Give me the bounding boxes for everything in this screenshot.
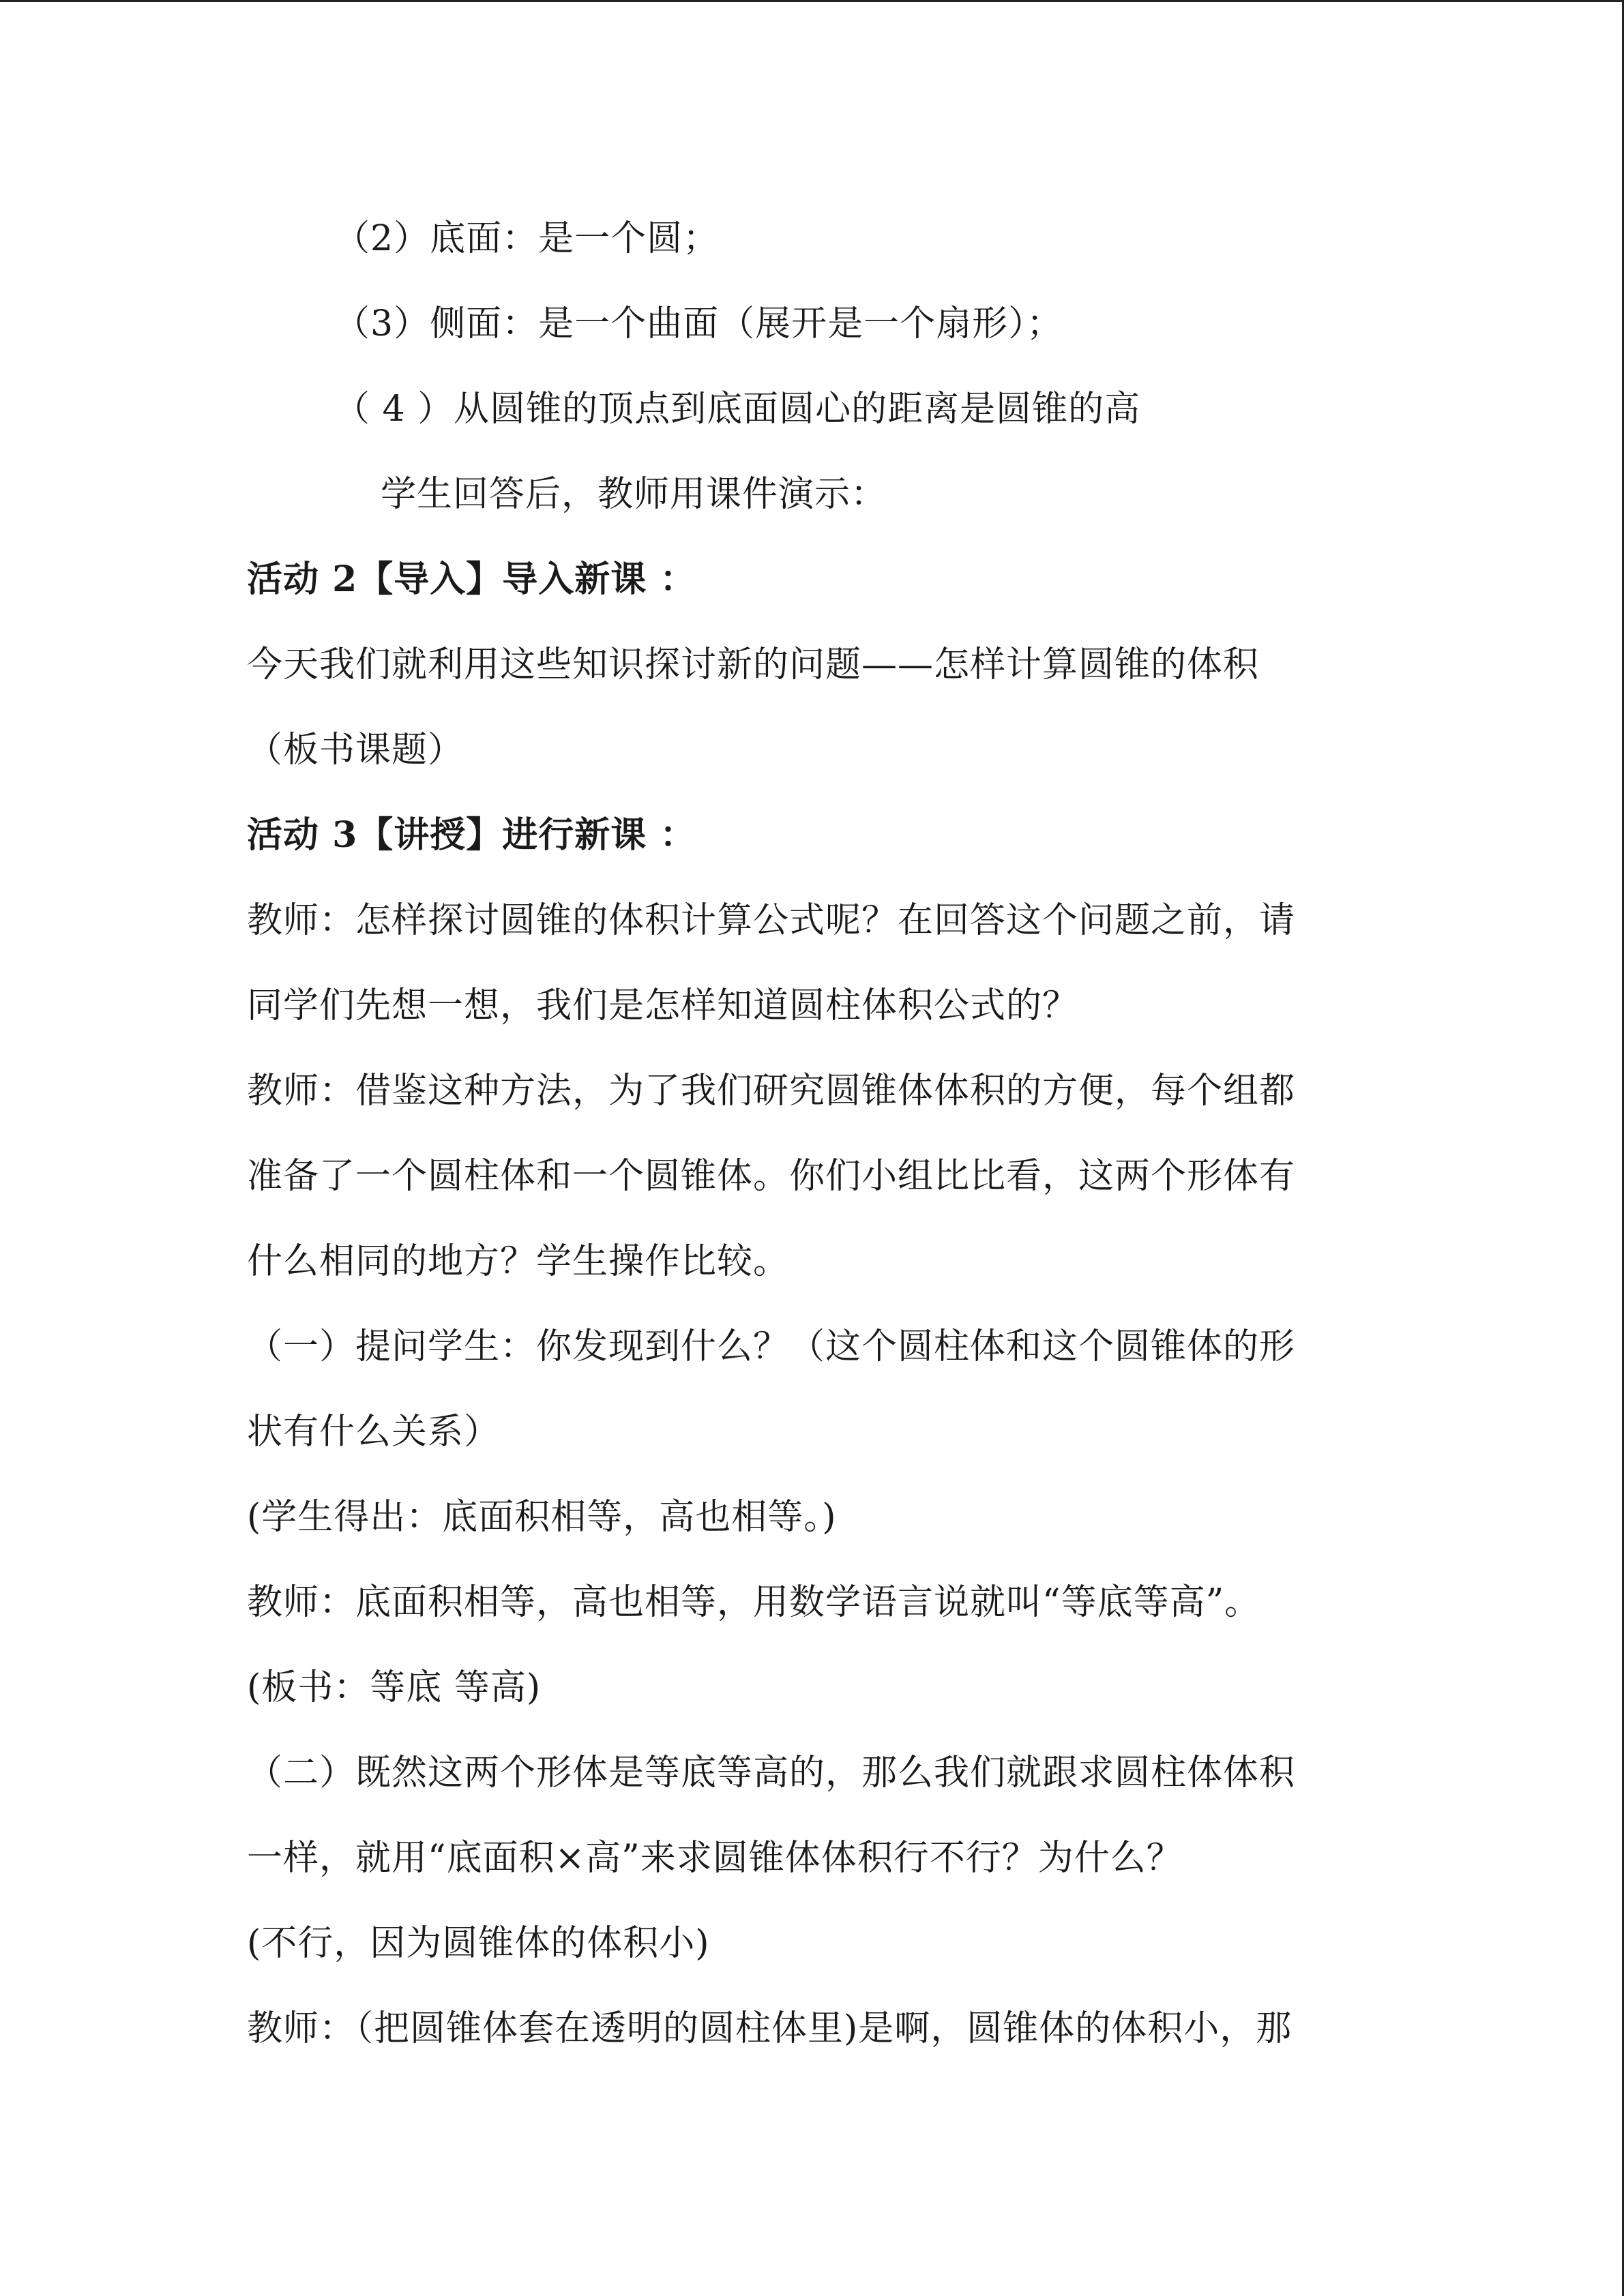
paragraph-student-answer: 学生回答后，教师用课件演示：: [381, 474, 887, 515]
paragraph-teacher-question-1-cont: 同学们先想一想，我们是怎样知道圆柱体积公式的？: [247, 985, 1079, 1026]
paragraph-student-conclusion: (学生得出：底面积相等，高也相等。): [247, 1497, 837, 1538]
paragraph-question-one: （一）提问学生：你发现到什么？（这个圆柱体和这个圆锥体的形: [247, 1326, 1296, 1367]
paragraph-board-title: （板书课题）: [247, 730, 464, 771]
paragraph-teacher-method: 教师：借鉴这种方法，为了我们研究圆锥体体积的方便，每个组都: [247, 1071, 1296, 1112]
paragraph-teacher-term: 教师：底面积相等，高也相等，用数学语言说就叫“等底等高”。: [247, 1582, 1261, 1623]
list-item-side: （3）侧面：是一个曲面（展开是一个扇形）；: [334, 303, 1063, 344]
paragraph-answer-no: (不行，因为圆锥体的体积小): [247, 1923, 710, 1964]
paragraph-teacher-method-cont-2: 什么相同的地方？学生操作比较。: [247, 1241, 790, 1282]
paragraph-teacher-demo: 教师：（把圆锥体套在透明的圆柱体里)是啊，圆锥体的体积小，那: [247, 2008, 1293, 2049]
paragraph-board-note: (板书：等底 等高): [247, 1667, 542, 1708]
paragraph-intro: 今天我们就利用这些知识探讨新的问题——怎样计算圆锥的体积: [247, 644, 1260, 685]
section-heading-activity-3: 活动 3【讲授】进行新课 ：: [247, 814, 696, 856]
list-item-height: （ 4 ）从圆锥的顶点到底面圆心的距离是圆锥的高: [334, 389, 1141, 430]
paragraph-question-one-cont: 状有什么关系）: [247, 1412, 501, 1452]
paragraph-teacher-method-cont: 准备了一个圆柱体和一个圆锥体。你们小组比比看，这两个形体有: [247, 1156, 1296, 1197]
section-heading-activity-2: 活动 2【导入】导入新课 ：: [247, 558, 696, 600]
paragraph-question-two: （二）既然这两个形体是等底等高的，那么我们就跟求圆柱体体积: [247, 1753, 1296, 1793]
paragraph-question-two-cont: 一样，就用“底面积×高”来求圆锥体体积行不行？为什么？: [247, 1838, 1183, 1879]
paragraph-teacher-question-1: 教师：怎样探讨圆锥的体积计算公式呢？在回答这个问题之前，请: [247, 900, 1296, 941]
list-item-base: （2）底面：是一个圆；: [334, 218, 720, 259]
